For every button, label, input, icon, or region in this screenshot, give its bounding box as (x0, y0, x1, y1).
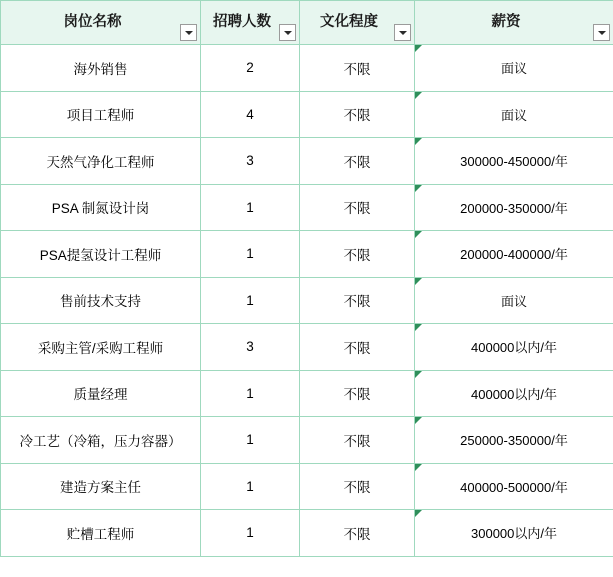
cell-headcount: 1 (201, 231, 300, 278)
cell-position: 贮槽工程师 (1, 510, 201, 557)
cell-position: 海外销售 (1, 45, 201, 92)
cell-headcount: 1 (201, 277, 300, 324)
cell-education: 不限 (300, 417, 415, 464)
table-body (1, 45, 613, 557)
column-header-salary (415, 1, 613, 45)
cell-education: 不限 (300, 231, 415, 278)
cell-headcount: 1 (201, 184, 300, 231)
cell-position: 冷工艺（冷箱，压力容器） (1, 417, 201, 464)
cell-salary: 面议 (415, 277, 613, 324)
table-row (1, 277, 613, 324)
cell-salary: 400000以内/年 (415, 324, 613, 371)
table-row (1, 45, 613, 92)
column-header-education (300, 1, 415, 45)
table-header (1, 1, 613, 45)
cell-education: 不限 (300, 184, 415, 231)
table-row (1, 231, 613, 278)
filter-dropdown-icon-headcount[interactable] (279, 24, 296, 41)
cell-education: 不限 (300, 45, 415, 92)
cell-headcount: 1 (201, 370, 300, 417)
cell-headcount: 1 (201, 463, 300, 510)
column-header-headcount (201, 1, 300, 45)
cell-education: 不限 (300, 463, 415, 510)
cell-headcount: 1 (201, 417, 300, 464)
cell-position: 项目工程师 (1, 91, 201, 138)
column-header-education-label: 文化程度 (320, 14, 378, 30)
column-header-position-label: 岗位名称 (63, 14, 122, 30)
column-header-headcount-label: 招聘人数 (213, 14, 271, 30)
cell-salary: 300000-450000/年 (415, 138, 613, 185)
table-row (1, 417, 613, 464)
header-row (1, 1, 613, 45)
cell-education: 不限 (300, 91, 415, 138)
cell-salary: 面议 (415, 91, 613, 138)
cell-position: 质量经理 (1, 370, 201, 417)
chevron-down-icon (185, 31, 193, 35)
cell-education: 不限 (300, 277, 415, 324)
cell-position: 采购主管/采购工程师 (1, 324, 201, 371)
chevron-down-icon (598, 31, 606, 35)
cell-salary: 300000以内/年 (415, 510, 613, 557)
cell-salary: 200000-350000/年 (415, 184, 613, 231)
cell-salary: 面议 (415, 45, 613, 92)
table-row (1, 463, 613, 510)
filter-dropdown-icon-position[interactable] (180, 24, 197, 41)
chevron-down-icon (284, 31, 292, 35)
table-row (1, 184, 613, 231)
cell-salary: 200000-400000/年 (415, 231, 613, 278)
cell-position: PSA 制氮设计岗 (1, 184, 201, 231)
cell-position: PSA提氢设计工程师 (1, 231, 201, 278)
column-header-position (1, 1, 201, 45)
cell-headcount: 4 (201, 91, 300, 138)
table-row (1, 138, 613, 185)
cell-salary: 400000-500000/年 (415, 463, 613, 510)
chevron-down-icon (399, 31, 407, 35)
filter-dropdown-icon-salary[interactable] (593, 24, 610, 41)
cell-education: 不限 (300, 510, 415, 557)
cell-salary: 250000-350000/年 (415, 417, 613, 464)
cell-education: 不限 (300, 370, 415, 417)
cell-position: 售前技术支持 (1, 277, 201, 324)
filter-dropdown-icon-education[interactable] (394, 24, 411, 41)
table-row (1, 510, 613, 557)
column-header-salary-label: 薪资 (491, 14, 521, 30)
cell-position: 天然气净化工程师 (1, 138, 201, 185)
cell-position: 建造方案主任 (1, 463, 201, 510)
cell-headcount: 3 (201, 138, 300, 185)
cell-education: 不限 (300, 138, 415, 185)
cell-education: 不限 (300, 324, 415, 371)
cell-salary: 400000以内/年 (415, 370, 613, 417)
table-row (1, 370, 613, 417)
cell-headcount: 2 (201, 45, 300, 92)
cell-headcount: 1 (201, 510, 300, 557)
cell-headcount: 3 (201, 324, 300, 371)
table-row (1, 324, 613, 371)
table-row (1, 91, 613, 138)
